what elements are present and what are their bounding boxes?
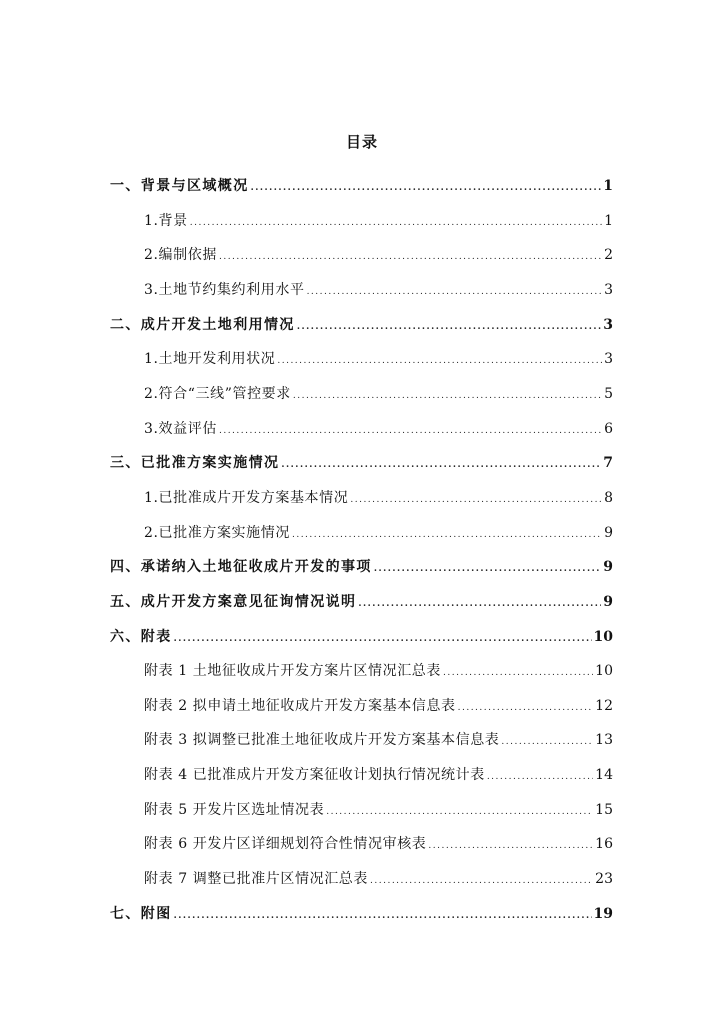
toc-dot-leader [307,279,603,305]
toc-dot-leader [501,729,593,755]
toc-subsection-entry[interactable] [144,242,613,268]
toc-dot-leader [219,418,602,444]
toc-entry-text: 1.背景 [144,212,188,229]
toc-dot-leader [487,764,593,790]
toc-dot-leader [374,556,601,582]
toc-subsection-entry[interactable] [144,831,613,857]
toc-page-number: 6 [604,420,613,437]
toc-subsection-entry[interactable] [144,762,613,788]
toc-entry-text: 四、承诺纳入土地征收成片开发的事项 [110,559,372,576]
toc-entry-text: 2.符合“三线”管控要求 [144,385,291,402]
toc-dot-leader [251,175,602,201]
toc-section-entry[interactable] [110,624,613,650]
toc-subsection-entry[interactable] [144,520,613,546]
toc-entry-text: 附表 1 土地征收成片开发方案片区情况汇总表 [144,663,442,680]
toc-page-number: 9 [604,524,613,541]
toc-page-number: 19 [593,905,613,922]
toc-page-number: 15 [595,801,613,818]
toc-entry-text: 附表 4 已批准成片开发方案征收计划执行情况统计表 [144,767,485,783]
toc-page-number: 16 [595,836,613,853]
toc-dot-leader [443,660,593,686]
toc-section-entry[interactable] [110,173,613,199]
toc-dot-leader [326,799,593,825]
toc-page-number: 9 [603,559,613,576]
toc-page-number: 9 [603,593,613,610]
toc-entry-text: 附表 6 开发片区详细规划符合性情况审核表 [144,836,427,853]
toc-subsection-entry[interactable] [144,208,613,234]
toc-dot-leader [281,452,601,478]
toc-page-number: 14 [595,767,613,783]
toc-dot-leader [277,348,602,374]
toc-page-number: 3 [603,316,613,333]
toc-page-number: 1 [604,212,613,229]
toc-page-number: 8 [604,489,613,506]
toc-section-entry[interactable] [110,450,613,476]
toc-subsection-entry[interactable] [144,727,613,753]
toc-entry-text: 3.效益评估 [144,420,217,437]
toc-page-number: 3 [604,281,613,298]
toc-entry-text: 六、附表 [110,628,172,645]
toc-section-entry[interactable] [110,901,613,927]
toc-subsection-entry[interactable] [144,381,613,407]
toc-subsection-entry[interactable] [144,797,613,823]
toc-dot-leader [293,383,602,409]
toc-dot-leader [350,487,602,513]
toc-page-number: 12 [595,697,613,714]
toc-subsection-entry[interactable] [144,346,613,372]
toc-page-number: 1 [603,178,613,194]
toc-entry-text: 3.土地节约集约利用水平 [144,281,305,298]
toc-subsection-entry[interactable] [144,693,613,719]
toc-entry-text: 二、成片开发土地利用情况 [110,316,295,333]
toc-entry-text: 七、附图 [110,905,172,922]
toc-dot-leader [190,210,602,236]
toc-entry-text: 一、背景与区域概况 [110,178,249,194]
toc-page-number: 5 [604,385,613,402]
toc-dot-leader [297,314,601,340]
toc-entry-text: 附表 2 拟申请土地征收成片开发方案基本信息表 [144,697,456,714]
toc-entry-text: 2.编制依据 [144,247,217,264]
toc-subsection-entry[interactable] [144,658,613,684]
toc-page-number: 10 [593,628,613,645]
toc-dot-leader [370,868,593,894]
toc-subsection-entry[interactable] [144,277,613,303]
toc-dot-leader [458,695,594,721]
toc-entry-text: 2.已批准方案实施情况 [144,524,290,541]
toc-subsection-entry[interactable] [144,485,613,511]
toc-entry-text: 三、已批准方案实施情况 [110,455,280,472]
toc-dot-leader [174,903,592,929]
toc-section-entry[interactable] [110,589,613,615]
toc-entry-text: 附表 3 拟调整已批准土地征收成片开发方案基本信息表 [144,732,500,749]
toc-page-number: 2 [604,247,613,264]
toc-dot-leader [358,591,601,617]
toc-dot-leader [428,833,593,859]
toc-subsection-entry[interactable] [144,416,613,442]
toc-dot-leader [219,244,602,270]
toc-entry-text: 1.已批准成片开发方案基本情况 [144,489,349,506]
toc-dot-leader [292,522,602,548]
toc-page-number: 10 [595,663,613,680]
toc-title: 目录 [345,133,378,151]
toc-subsection-entry[interactable] [144,866,613,892]
toc-section-entry[interactable] [110,312,613,338]
toc-entry-text: 1.土地开发利用状况 [144,351,276,368]
toc-entry-text: 五、成片开发方案意见征询情况说明 [110,593,357,610]
toc-page-number: 23 [595,871,613,887]
toc-entry-text: 附表 7 调整已批准片区情况汇总表 [144,871,369,887]
toc-dot-leader [174,626,592,652]
toc-page-number: 3 [604,351,613,368]
toc-page-number: 7 [603,455,613,472]
toc-entry-text: 附表 5 开发片区选址情况表 [144,801,325,818]
toc-page-number: 13 [595,732,613,749]
toc-section-entry[interactable] [110,554,613,580]
